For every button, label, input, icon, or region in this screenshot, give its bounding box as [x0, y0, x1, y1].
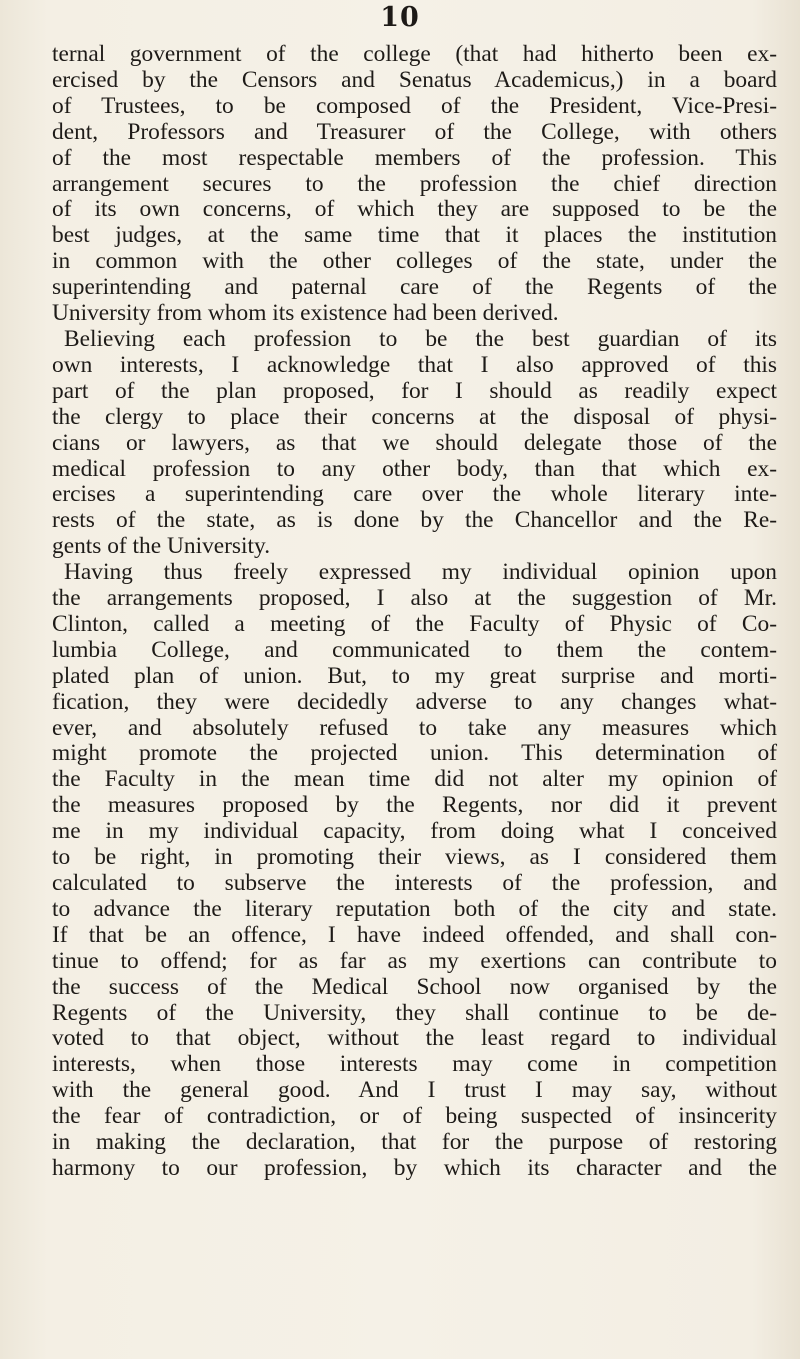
- paragraph-start-line: Having thus freely expressed my individual opinion upon: [64, 559, 777, 586]
- paragraph-end-line: gents of the University.: [52, 533, 271, 560]
- text-line: to advance the literary reputation both of the city and state.: [52, 895, 777, 922]
- text-line: in making the declaration, that for the purpose of restoring: [52, 1129, 777, 1156]
- text-line: ercises a superintending care over the whole literary inte-: [52, 481, 777, 508]
- text-line: dent, Professors and Treasurer of the College, with others: [52, 118, 777, 145]
- text-line: If that be an offence, I have indeed offended, and shall con-: [52, 921, 777, 948]
- text-line: harmony to our profession, by which its character and the: [52, 1154, 777, 1181]
- text-line: part of the plan proposed, for I should as readily expect: [52, 377, 777, 404]
- text-line: might promote the projected union. This determination of: [52, 740, 777, 767]
- text-line: interests, when those interests may come in competition: [52, 1051, 777, 1078]
- text-line: of Trustees, to be composed of the President, Vice-Presi-: [52, 92, 777, 119]
- text-line: arrangement secures to the profession the chief direction: [52, 170, 777, 197]
- text-line: of the most respectable members of the profession. This: [52, 144, 777, 171]
- text-line: in common with the other colleges of the state, under the: [52, 248, 777, 275]
- text-line: superintending and paternal care of the Regents of the: [52, 274, 777, 301]
- text-line: the fear of contradiction, or of being suspected of insincerity: [52, 1103, 777, 1130]
- text-line: me in my individual capacity, from doing what I conceived: [52, 818, 777, 845]
- text-line: ternal government of the college (that had hitherto been ex-: [52, 41, 777, 67]
- text-line: with the general good. And I trust I may say, without: [52, 1077, 777, 1104]
- text-line: tinue to offend; for as far as my exertions can contribute to: [52, 947, 777, 974]
- text-line: the success of the Medical School now organised by the: [52, 973, 777, 1000]
- paragraph-end-line: University from whom its existence had been derived.: [52, 300, 559, 327]
- text-line: to be right, in promoting their views, as I considered them: [52, 844, 777, 871]
- text-line: the measures proposed by the Regents, nor did it prevent: [52, 792, 777, 819]
- text-line: ever, and absolutely refused to take any measures which: [52, 714, 777, 741]
- text-line: voted to that object, without the least regard to individual: [52, 1025, 777, 1052]
- text-line: cians or lawyers, as that we should delegate those of the: [52, 429, 777, 456]
- text-line: medical profession to any other body, than that which ex-: [52, 455, 777, 482]
- text-line: lumbia College, and communicated to them the contem-: [52, 636, 777, 663]
- text-line: of its own concerns, of which they are supposed to be the: [52, 196, 777, 223]
- text-line: Regents of the University, they shall continue to be de-: [52, 999, 777, 1026]
- text-line: the Faculty in the mean time did not alter my opinion of: [52, 766, 777, 793]
- text-line: ercised by the Censors and Senatus Academicus,) in a board: [52, 66, 777, 93]
- text-line: best judges, at the same time that it places the institution: [52, 222, 777, 249]
- text-line: the arrangements proposed, I also at the suggestion of Mr.: [52, 585, 777, 612]
- body-text: [52, 42, 777, 1182]
- paragraph-start-line: Believing each profession to be the best guardian of its: [64, 325, 777, 352]
- text-line: rests of the state, as is done by the Chancellor and the Re-: [52, 507, 777, 534]
- text-line: fication, they were decidedly adverse to any changes what-: [52, 688, 777, 715]
- text-line: the clergy to place their concerns at the disposal of physi-: [52, 403, 777, 430]
- page-number: 10: [380, 2, 420, 33]
- text-line: calculated to subserve the interests of the profession, and: [52, 870, 777, 896]
- text-line: plated plan of union. But, to my great surprise and morti-: [52, 662, 777, 689]
- text-line: own interests, I acknowledge that I also approved of this: [52, 351, 777, 378]
- text-line: Clinton, called a meeting of the Faculty of Physic of Co-: [52, 610, 777, 637]
